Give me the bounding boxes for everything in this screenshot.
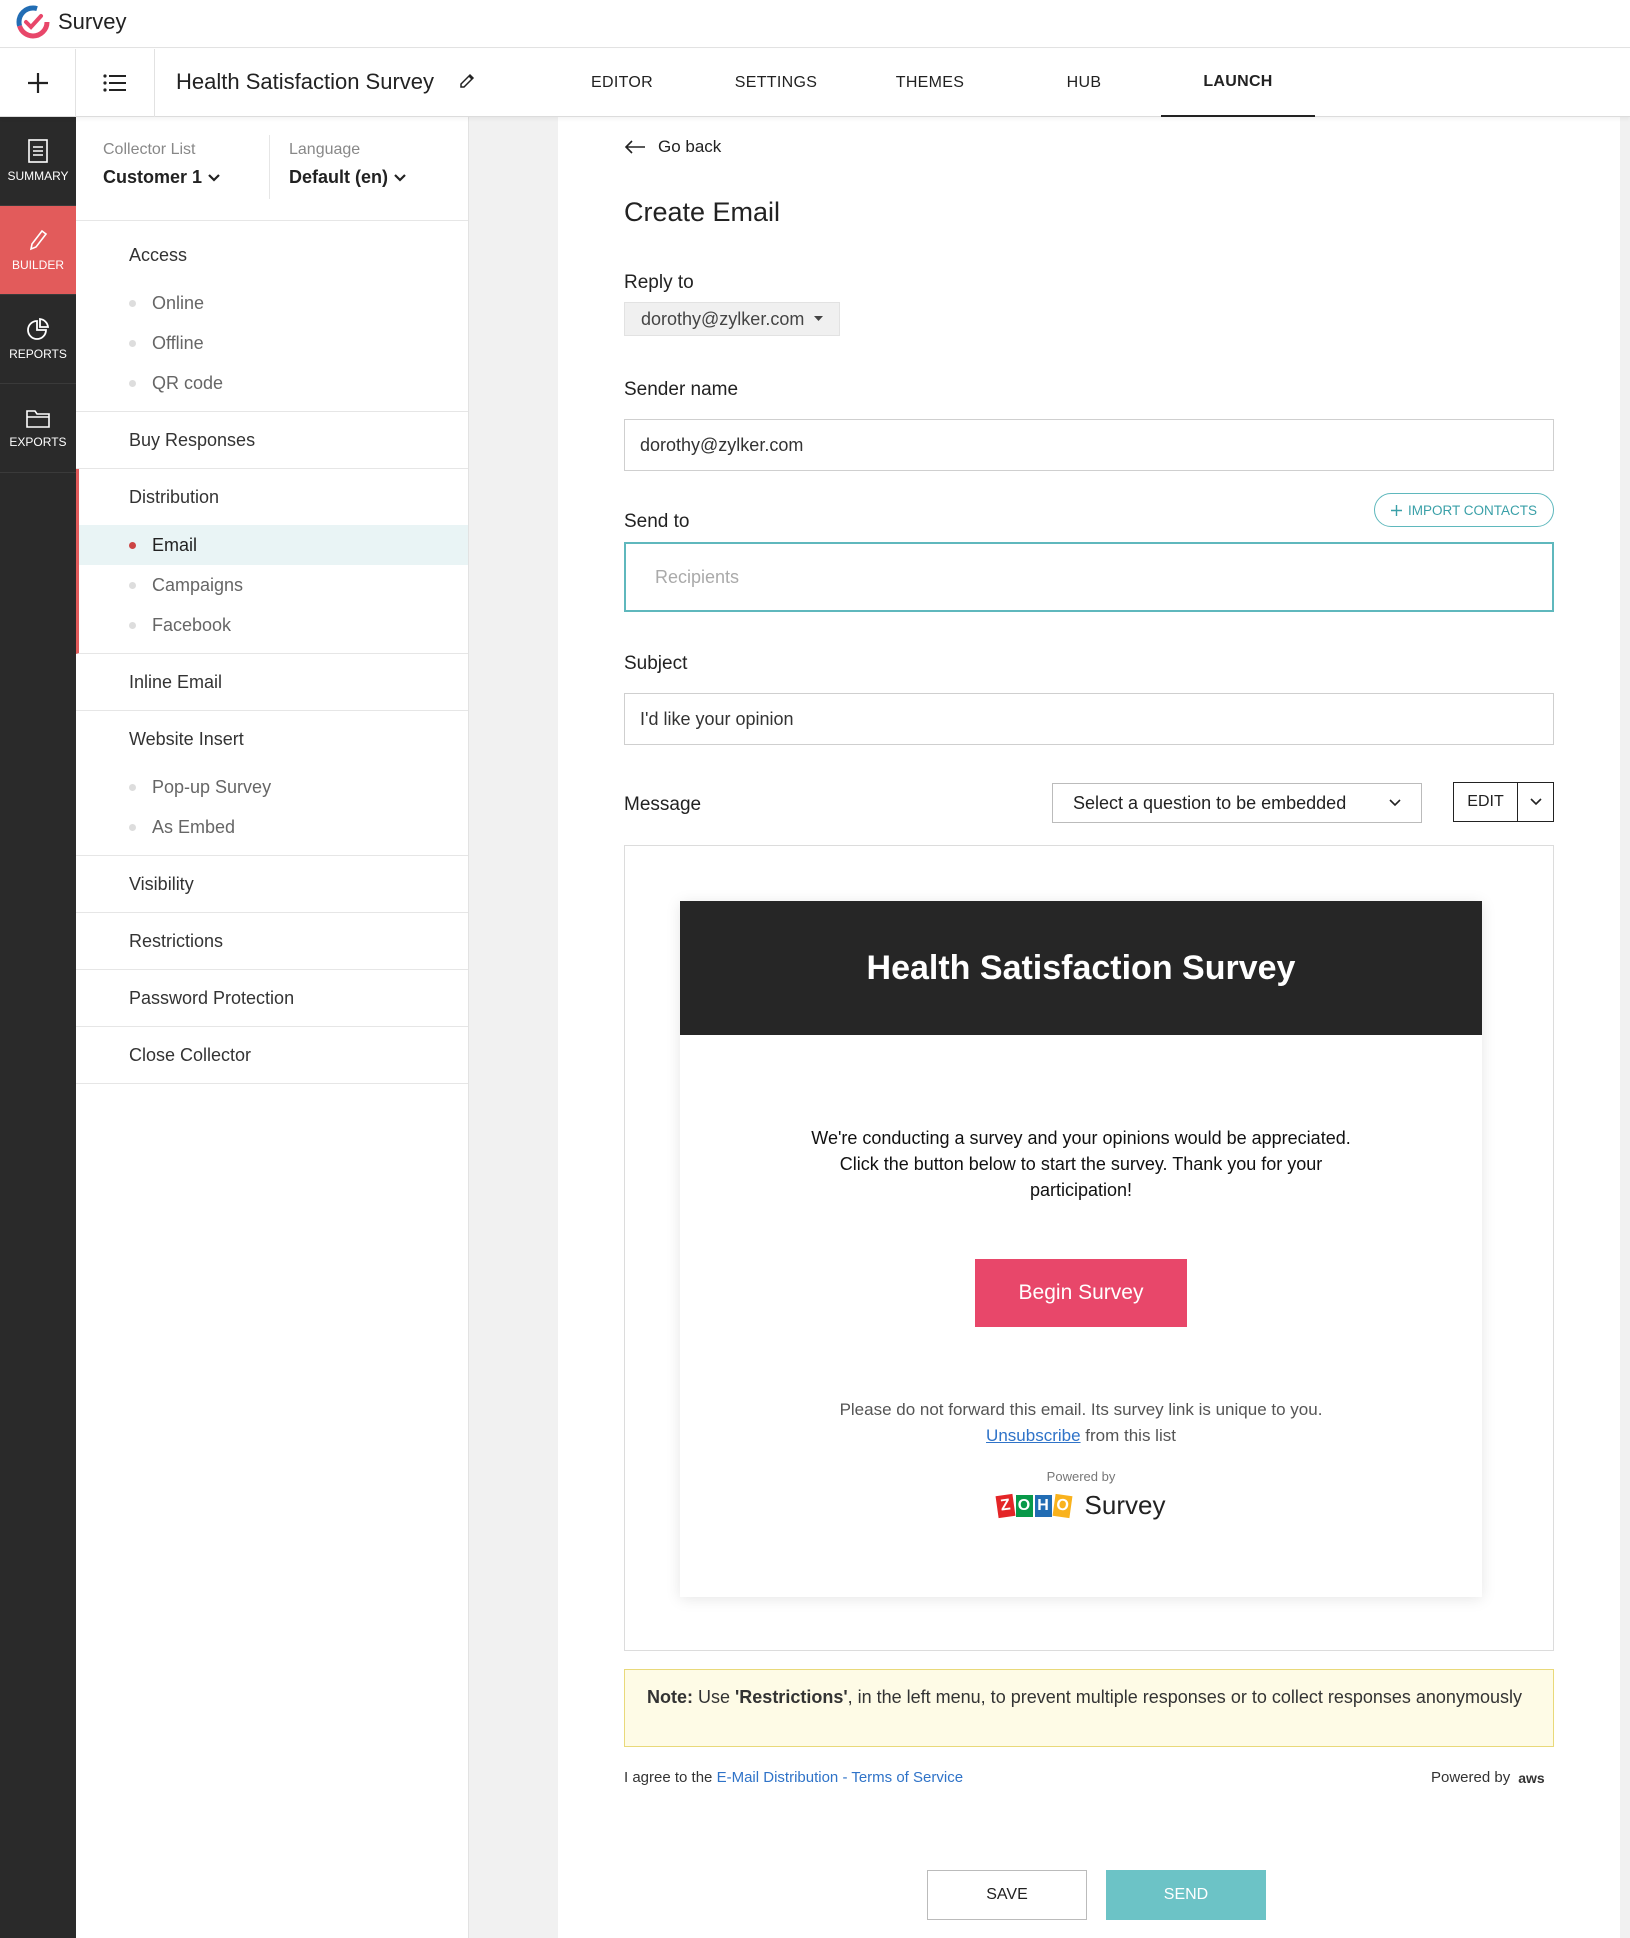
reply-to-select[interactable] — [624, 302, 840, 336]
sidebar-item-website-insert[interactable]: Website Insert — [129, 728, 244, 749]
list-menu-button[interactable] — [76, 49, 155, 117]
sidebar-sub-qr-code[interactable] — [76, 363, 468, 403]
survey-nav-bar — [0, 49, 1630, 117]
sender-name-field[interactable]: dorothy@zylker.com — [624, 419, 1554, 471]
bullet — [129, 622, 136, 629]
zoho-letter-tile: H — [1035, 1495, 1052, 1517]
zoho-product-name: Survey — [1084, 1490, 1166, 1520]
forward-notice: Please do not forward this email. Its survey link is unique to you. — [839, 1400, 1323, 1419]
zoho-letter-tile: O — [1052, 1493, 1072, 1517]
subject-field[interactable]: I'd like your opinion — [624, 693, 1554, 745]
icon-rail — [0, 117, 76, 1938]
sidebar-item-visibility[interactable]: Visibility — [129, 873, 194, 894]
top-bar — [0, 0, 1630, 48]
sub-label: QR code — [152, 372, 224, 393]
import-contacts-label: IMPORT CONTACTS — [1407, 502, 1537, 518]
sub-label: Online — [152, 292, 205, 313]
tab-settings[interactable]: SETTINGS — [734, 74, 818, 91]
page-title: Create Email — [624, 197, 781, 227]
sub-label: Facebook — [152, 614, 232, 635]
edit-dropdown-button[interactable] — [1518, 783, 1553, 821]
section-access — [76, 221, 468, 412]
rail-label: EXPORTS — [9, 435, 67, 449]
aws-powered-label: Powered by — [1431, 1769, 1511, 1786]
zoho-letters — [997, 1495, 1071, 1517]
sidebar-sub-online[interactable] — [76, 283, 468, 323]
bullet — [129, 784, 136, 791]
recipients-input[interactable]: Recipients — [624, 542, 1554, 612]
folder-icon — [25, 407, 51, 429]
language-selector[interactable] — [289, 141, 406, 188]
sidebar-item-distribution[interactable]: Distribution — [129, 486, 220, 507]
zoho-letter-tile: O — [1016, 1495, 1033, 1517]
caret-down-icon — [814, 316, 823, 322]
section-close-collector — [76, 1027, 468, 1084]
aws-logo-icon: aws — [1518, 1769, 1545, 1786]
zoho-survey-logo — [680, 1490, 1482, 1521]
collector-list-label: Collector List — [103, 141, 196, 158]
edit-button[interactable]: EDIT — [1454, 783, 1518, 821]
embed-question-value: Select a question to be embedded — [1073, 792, 1347, 813]
message-label: Message — [624, 794, 702, 815]
pie-chart-icon — [26, 317, 50, 341]
email-preview-title: Health Satisfaction Survey — [680, 901, 1482, 1035]
summary-icon — [27, 139, 49, 163]
plus-icon — [26, 71, 50, 95]
begin-survey-button[interactable]: Begin Survey — [975, 1259, 1187, 1327]
send-button[interactable]: SEND — [1106, 1870, 1266, 1920]
rail-label: SUMMARY — [7, 169, 69, 183]
sub-label: Pop-up Survey — [152, 776, 272, 797]
sidebar-item-restrictions[interactable]: Restrictions — [129, 930, 224, 951]
note-text: , in the left menu, to prevent multiple responses or to collect responses anonymously — [847, 1687, 1522, 1707]
sidebar-sub-popup-survey[interactable] — [76, 767, 468, 807]
sub-label: Email — [152, 534, 198, 555]
chevron-down-icon — [1530, 798, 1542, 806]
tab-editor[interactable]: EDITOR — [591, 74, 653, 91]
rail-label: REPORTS — [9, 347, 67, 361]
section-inline-email — [76, 654, 468, 711]
go-back-link[interactable] — [624, 137, 721, 157]
bullet — [129, 380, 136, 387]
unsubscribe-suffix: from this list — [1080, 1426, 1176, 1445]
reply-to-label: Reply to — [624, 272, 694, 293]
sidebar-item-inline-email[interactable]: Inline Email — [129, 671, 223, 692]
rail-item-exports[interactable] — [0, 384, 76, 473]
email-preview-body — [680, 1035, 1482, 1521]
zoho-letter-tile: Z — [995, 1493, 1015, 1517]
sub-label: As Embed — [152, 816, 236, 837]
chevron-down-icon — [208, 174, 220, 182]
rail-item-summary[interactable] — [0, 117, 76, 206]
embed-question-select[interactable] — [1052, 783, 1422, 823]
section-buy-responses — [76, 412, 468, 469]
collector-value: Customer 1 — [103, 167, 203, 187]
chevron-down-icon — [394, 174, 406, 182]
tab-hub[interactable]: HUB — [1066, 74, 1102, 91]
bullet — [129, 824, 136, 831]
aws-powered — [1431, 1769, 1545, 1786]
import-contacts-button[interactable] — [1374, 493, 1554, 527]
nav-tabs — [545, 49, 1315, 117]
section-visibility — [76, 856, 468, 913]
language-label: Language — [289, 141, 361, 158]
create-email-panel — [558, 117, 1620, 1938]
survey-title: Health Satisfaction Survey — [176, 69, 435, 94]
plus-icon — [1391, 505, 1402, 516]
sidebar-item-buy-responses[interactable]: Buy Responses — [129, 429, 256, 450]
divider — [269, 135, 270, 199]
arrow-left-icon — [624, 140, 646, 154]
section-website-insert — [76, 711, 468, 856]
powered-by-label: Powered by — [1046, 1469, 1116, 1484]
collector-list-selector[interactable] — [103, 141, 220, 188]
pencil-icon — [27, 228, 49, 252]
edit-title-icon[interactable] — [458, 72, 476, 90]
sidebar-item-close-collector[interactable]: Close Collector — [129, 1044, 252, 1065]
email-preview-card — [680, 901, 1482, 1597]
save-button[interactable]: SAVE — [927, 1870, 1087, 1920]
terms-agreement — [624, 1769, 963, 1786]
email-body-text: We're conducting a survey and your opinions would be appreciated. Click the button below to start the survey. Thank you for your participation! — [811, 1128, 1351, 1200]
section-password-protection — [76, 970, 468, 1027]
note-label: Note: — [647, 1687, 693, 1707]
note-restrictions: 'Restrictions' — [735, 1687, 848, 1707]
sidebar-sub-offline[interactable] — [76, 323, 468, 363]
unsubscribe-row — [680, 1423, 1482, 1449]
language-value-row — [289, 167, 406, 188]
tab-launch[interactable]: LAUNCH — [1161, 49, 1315, 117]
sidebar-item-access[interactable]: Access — [129, 244, 188, 265]
bullet — [129, 300, 136, 307]
note-pre: Use — [693, 1687, 736, 1707]
unsubscribe-link[interactable]: Unsubscribe — [986, 1426, 1081, 1445]
launch-sidebar — [76, 117, 469, 1938]
reply-to-value: dorothy@zylker.com — [641, 308, 805, 329]
section-restrictions — [76, 913, 468, 970]
email-footer-note — [680, 1397, 1482, 1449]
sidebar-sub-facebook[interactable] — [79, 605, 468, 645]
collector-value-row — [103, 167, 220, 188]
agree-text: I agree to the — [624, 1769, 717, 1786]
sidebar-sub-as-embed[interactable] — [76, 807, 468, 847]
tab-themes[interactable]: THEMES — [895, 74, 965, 91]
bullet — [129, 582, 136, 589]
sidebar-sub-email[interactable] — [79, 525, 468, 565]
sidebar-sub-campaigns[interactable] — [79, 565, 468, 605]
list-icon — [103, 73, 127, 93]
sub-label: Campaigns — [152, 574, 244, 595]
collector-header — [76, 117, 468, 221]
left-gutter — [469, 117, 558, 1938]
language-value: Default (en) — [289, 167, 388, 187]
right-gutter — [1620, 117, 1630, 1938]
rail-item-builder[interactable] — [0, 206, 76, 295]
sender-name-label: Sender name — [624, 379, 739, 400]
terms-link[interactable]: E-Mail Distribution - Terms of Service — [716, 1769, 964, 1786]
survey-logo-icon — [16, 5, 50, 39]
bullet — [129, 542, 136, 549]
chevron-down-icon — [1389, 799, 1401, 807]
edit-split-button — [1453, 782, 1554, 822]
rail-item-reports[interactable] — [0, 295, 76, 384]
sub-label: Offline — [152, 332, 204, 353]
rail-label: BUILDER — [11, 258, 64, 272]
subject-label: Subject — [624, 653, 688, 674]
message-editor[interactable] — [624, 845, 1554, 1651]
section-distribution — [76, 469, 468, 654]
send-to-label: Send to — [624, 511, 690, 532]
add-button[interactable] — [0, 49, 76, 117]
bullet — [129, 340, 136, 347]
go-back-label: Go back — [658, 137, 722, 156]
restrictions-note — [624, 1669, 1554, 1747]
app-name: Survey — [58, 9, 127, 34]
sidebar-item-password-protection[interactable]: Password Protection — [129, 987, 295, 1008]
